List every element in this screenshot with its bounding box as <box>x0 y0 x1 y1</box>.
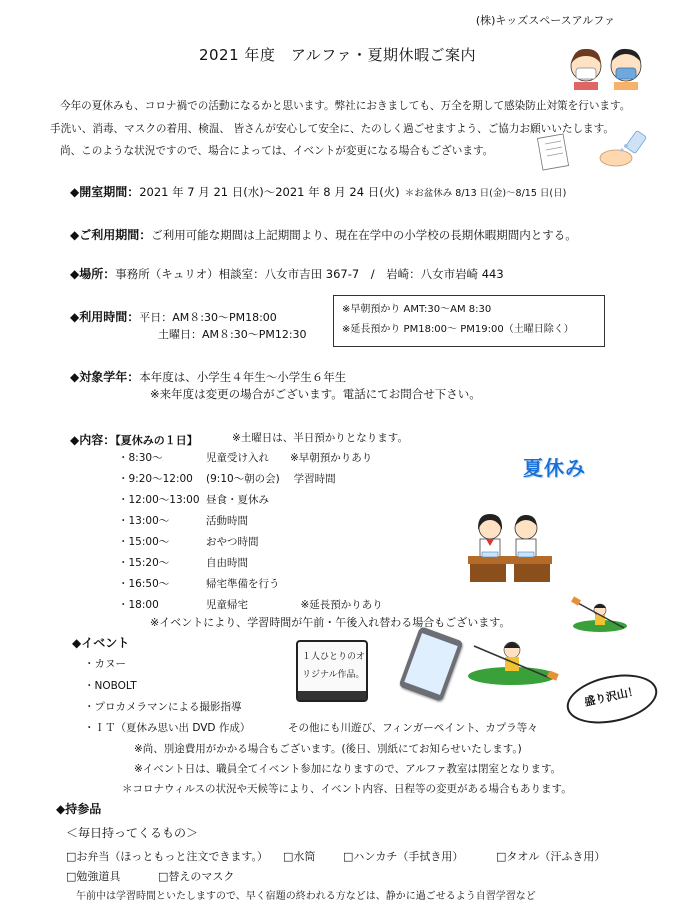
event-other: その他にも川遊び、フィンガーペイント、カプラ等々 <box>288 722 538 734</box>
extended-care-box <box>333 295 605 347</box>
intro-line-3: 尚、このような状況ですので、場合によっては、イベントが変更になる場合もございます。 <box>60 145 494 157</box>
handwash-illustration <box>538 126 658 172</box>
schedule-row <box>118 576 280 591</box>
schedule-activity: (9:10～朝の会) 学習時間 <box>206 473 336 485</box>
schedule-row <box>118 492 269 507</box>
schedule-time: ・15:00～ <box>118 536 170 548</box>
period-row <box>70 181 566 200</box>
usage-text: ご利用可能な期間は上記期間より、現在在学中の小学校の長期休暇期間内とする。 <box>151 228 577 242</box>
grade-label: ◆対象学年： <box>70 370 140 384</box>
hours-label: ◆利用時間： <box>70 310 140 324</box>
video-control-bar <box>298 691 366 700</box>
intro-line-2: 手洗い、消毒、マスクの着用、検温、 皆さんが安心して安全に、たのしく過ごせますよう、ご協力お願いいたします。 <box>50 123 614 135</box>
schedule-time: ・15:20～ <box>118 557 170 569</box>
hours-saturday: 土曜日：AM８:30～PM12:30 <box>158 328 307 341</box>
usage-label: ◆ご利用期間： <box>70 228 152 242</box>
schedule-time: ・12:00～13:00 <box>118 494 200 506</box>
schedule-activity: 児童帰宅 ※延長預かりあり <box>206 599 383 611</box>
checklist-item: □勉強道具 <box>66 870 121 883</box>
company-name: (株)キッズスペースアルファ <box>475 14 615 27</box>
content-row <box>70 429 198 448</box>
event-item: ・ＩＴ（夏休み思い出 DVD 作成） <box>84 722 251 734</box>
checklist-item: □水筒 <box>283 850 316 863</box>
schedule-activity: 昼食・夏休み <box>206 494 269 506</box>
schedule-activity: 帰宅準備を行う <box>206 578 280 590</box>
belongings-label: ◆持参品 <box>56 802 102 816</box>
place-row <box>70 263 504 282</box>
period-note: ＊お盆休み 8/13 日(金)～8/15 日(日) <box>404 188 567 199</box>
schedule-time: ・16:50～ <box>118 578 170 590</box>
schedule-time: ・8:30～ <box>118 452 163 464</box>
event-label: ◆イベント <box>72 636 130 650</box>
content-footnote: ※イベントにより、学習時間が午前・午後入れ替わる場合もございます。 <box>150 616 511 629</box>
schedule-time: ・9:20～12:00 <box>118 473 193 485</box>
usage-row <box>70 224 577 243</box>
kayak-illustration <box>466 632 558 688</box>
checklist-item: □ハンカチ（手拭き用） <box>343 850 464 863</box>
grade-text: 本年度は、小学生４年生～小学生６年生 <box>139 370 347 384</box>
schedule-row <box>118 534 259 549</box>
schedule-activity: 児童受け入れ ※早朝預かりあり <box>206 452 373 464</box>
content-note: ※土曜日は、半日預かりとなります。 <box>232 432 408 444</box>
masked-children-illustration <box>566 44 646 90</box>
schedule-row <box>118 450 372 465</box>
grade-note: ※来年度は変更の場合がございます。電話にてお問合せ下さい。 <box>150 387 481 401</box>
schedule-row <box>118 513 248 528</box>
schedule-activity: 自由時間 <box>206 557 248 569</box>
belongings-footer: 午前中は学習時間といたしますので、早く宿題の終われる方などは、静かに過ごせるよう自習学習など <box>76 891 536 902</box>
schedule-activity: おやつ時間 <box>206 536 259 548</box>
belongings-sub: ＜毎日持ってくるもの＞ <box>66 826 199 840</box>
schedule-activity: 活動時間 <box>206 515 248 527</box>
video-caption-line-2: リジナル作品。 <box>302 670 365 680</box>
intro-line-1: 今年の夏休みも、コロナ禍での活動になるかと思います。弊社におきましても、万全を期して感染防止対策を行います。 <box>60 100 631 112</box>
kayak-illustration <box>572 598 628 636</box>
place-label: ◆場所： <box>70 267 116 281</box>
plenty-badge: 盛り沢山！ <box>562 667 662 731</box>
tablet-icon <box>398 626 463 702</box>
schedule-row <box>118 597 383 612</box>
place-text: 事務所（キュリオ）相談室：八女市吉田 367-7 / 岩崎：八女市岩崎 443 <box>115 267 504 281</box>
hours-weekday: 平日：AM８:30～PM18:00 <box>139 311 277 324</box>
summer-vacation-word: 夏休み <box>523 456 586 480</box>
event-note-cost: ※尚、別途費用がかかる場合もございます。(後日、別紙にてお知らせいたします。) <box>134 743 522 755</box>
schedule-time: ・18:00 <box>118 599 159 611</box>
video-caption-line-1: １人ひとりのオ <box>302 652 366 662</box>
early-care-note: ※早朝預かり AMT:30～AM 8:30 <box>342 304 492 315</box>
schedule-time: ・13:00～ <box>118 515 170 527</box>
event-item: ・NOBOLT <box>84 680 137 692</box>
content-label: ◆内容： <box>70 433 116 447</box>
event-item: ・プロカメラマンによる撮影指導 <box>84 701 242 713</box>
video-screen-icon <box>296 640 368 702</box>
students-at-desk-illustration <box>462 508 558 584</box>
schedule-row <box>118 555 248 570</box>
checklist-item: □タオル（汗ふき用） <box>496 850 606 863</box>
content-sub: 【夏休みの１日】 <box>115 434 198 447</box>
grade-row <box>70 366 346 385</box>
period-label: ◆開室期間： <box>70 185 140 199</box>
hours-row <box>70 306 277 325</box>
late-care-note: ※延長預かり PM18:00～ PM19:00（土曜日除く） <box>342 324 574 335</box>
schedule-row <box>118 471 336 486</box>
checklist-item: □替えのマスク <box>158 870 235 883</box>
event-item: ・カヌー <box>84 658 126 670</box>
checklist-item: □お弁当（ほっともっと注文できます。） <box>66 850 269 863</box>
period-text: 2021 年 7 月 21 日(水)～2021 年 8 月 24 日(火) <box>139 185 400 199</box>
page-title: 2021 年度 アルファ・夏期休暇ご案内 <box>198 46 477 64</box>
event-note-closure: ※イベント日は、職員全てイベント参加になりますので、アルファ教室は閉室となります。 <box>134 763 562 775</box>
event-note-covid: ＊コロナウィルスの状況や天候等により、イベント内容、日程等の変更がある場合もあります。 <box>122 783 572 795</box>
